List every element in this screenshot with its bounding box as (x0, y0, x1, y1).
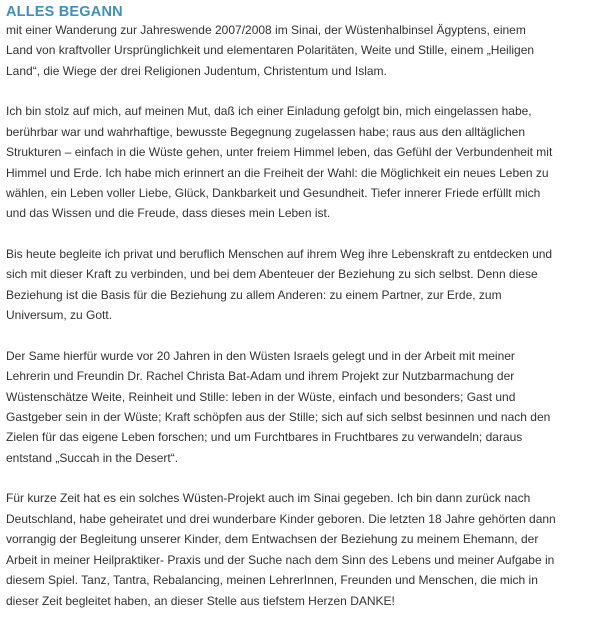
article (6, 4, 606, 631)
article-paragraph-2: Ich bin stolz auf mich, auf meinen Mut, daß ich einer Einladung gefolgt bin, mich eingelassen habe, berührbar war und wahrhaftige, bewusste Begegnung zugelassen habe; raus aus den alltäglichen Strukturen – einfach in die Wüste gehen, unter freiem Himmel leben, das Gefühl der Verbundenheit mit Himmel und Erde. Ich habe mich erinnert an die Freiheit der Wahl: die Möglichkeit ein neues Leben zu wählen, ein Leben voller Liebe, Glück, Dankbarkeit und Gesundheit. Tiefer innerer Friede erfüllt mich und das Wissen und die Freude, dass dieses mein Leben ist. (6, 104, 553, 221)
article-paragraph-5: Für kurze Zeit hat es ein solches Wüsten-Projekt auch im Sinai gegeben. Ich bin dann zurück nach Deutschland, habe geheiratet und drei wunderbare Kinder geboren. Die letzten 18 Jahre gehörten dann vorrangig der Begleitung unserer Kinder, dem Entwachsen der Beziehung zu meinem Ehemann, der Arbeit in meiner Heilpraktiker- Praxis und der Suche nach dem Sinn des Lebens und meiner Aufgabe in diesem Spiel. Tanz, Tantra, Rebalancing, meinen LehrerInnen, Freunden und Menschen, die mich in dieser Zeit begleitet haben, an dieser Stelle aus tiefstem Herzen DANKE! (6, 491, 556, 608)
article-title: ALLES BEGANN (6, 4, 123, 20)
article-paragraph-3: Bis heute begleite ich privat und beruflich Menschen auf ihrem Weg ihre Lebenskraft zu entdecken und sich mit dieser Kraft zu verbinden, und bei dem Abenteuer der Beziehung zu sich selbst. Denn diese Beziehung ist die Basis für die Beziehung zu allem Anderen: zu einem Partner, zur Erde, zum Universum, zu Gott. (6, 247, 553, 323)
article-paragraph-4: Der Same hierfür wurde vor 20 Jahren in den Wüsten Israels gelegt und in der Arbeit mit meiner Lehrerin und Freundin Dr. Rachel Christa Bat-Adam und ihrem Projekt zur Nutzbarmachung der Wüstenschätze Weite, Reinheit und Stille: leben in der Wüste, einfach und besonders; Gast und Gastgeber sein in der Wüste; Kraft schöpfen aus der Stille; sich auf sich selbst besinnen und nach den Zielen für das eigene Leben forschen; und um Furchtbares in Fruchtbares zu verwandeln; daraus entstand „Succah in the Desert“. (6, 348, 551, 465)
article-paragraph-1: mit einer Wanderung zur Jahreswende 2007/2008 im Sinai, der Wüstenhalbinsel Ägyptens, einem Land von kraftvoller Ursprünglichkeit und elementaren Polaritäten, Weite und Stille, einem „Heiligen Land“, die Wiege der drei Religionen Judentum, Christentum und Islam. (6, 23, 535, 78)
